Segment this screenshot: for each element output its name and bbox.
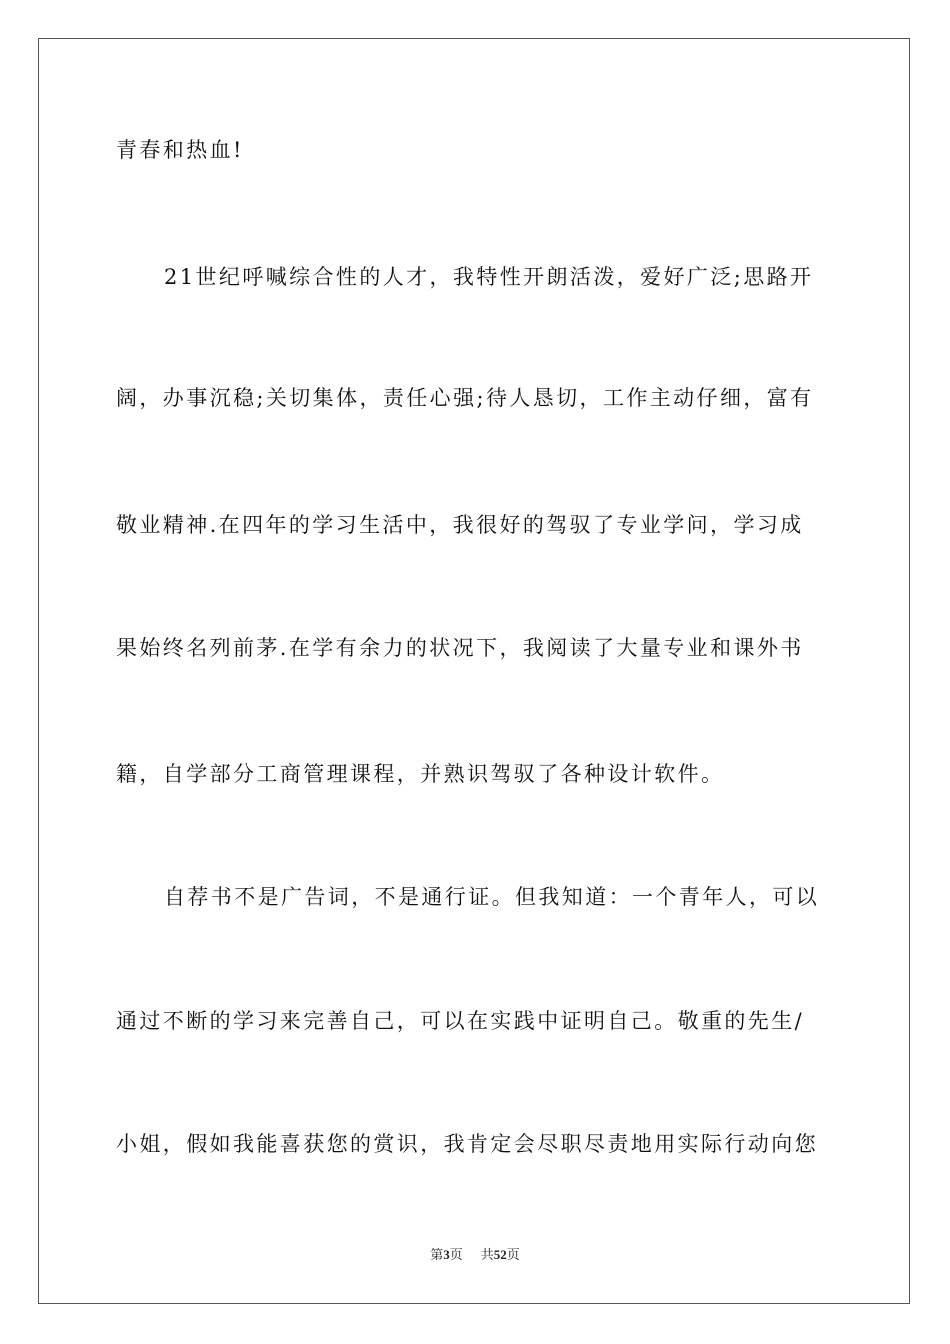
page-number: 3 <box>443 1247 450 1262</box>
page-prefix: 第 <box>430 1248 444 1263</box>
text-line-6: 籍，自学部分工商管理课程，并熟识驾驭了各种设计软件。 <box>116 762 725 786</box>
text-line-7: 自荐书不是广告词，不是通行证。但我知道：一个青年人，可以 <box>164 885 820 909</box>
text-line-1: 青春和热血! <box>116 138 244 162</box>
page-suffix: 页 <box>449 1248 463 1263</box>
page-border <box>38 38 910 1304</box>
text-line-8: 通过不断的学习来完善自己，可以在实践中证明自己。敬重的先生/ <box>116 1009 805 1033</box>
text-line-2: 21世纪呼喊综合性的人才，我特性开朗活泼，爱好广泛;思路开 <box>164 265 814 289</box>
total-pages: 52 <box>493 1247 507 1262</box>
text-line-5: 果始终名列前茅.在学有余力的状况下，我阅读了大量专业和课外书 <box>116 636 804 660</box>
text-line-4: 敬业精神.在四年的学习生活中，我很好的驾驭了专业学问，学习成 <box>116 513 804 537</box>
text-line-3: 阔，办事沉稳;关切集体，责任心强;待人恳切，工作主动仔细，富有 <box>116 386 814 410</box>
total-prefix: 共 <box>480 1248 494 1263</box>
text-line-9: 小姐，假如我能喜获您的赏识，我肯定会尽职尽责地用实际行动向您 <box>116 1132 818 1156</box>
page-footer <box>0 1246 950 1265</box>
total-suffix: 页 <box>506 1248 520 1263</box>
